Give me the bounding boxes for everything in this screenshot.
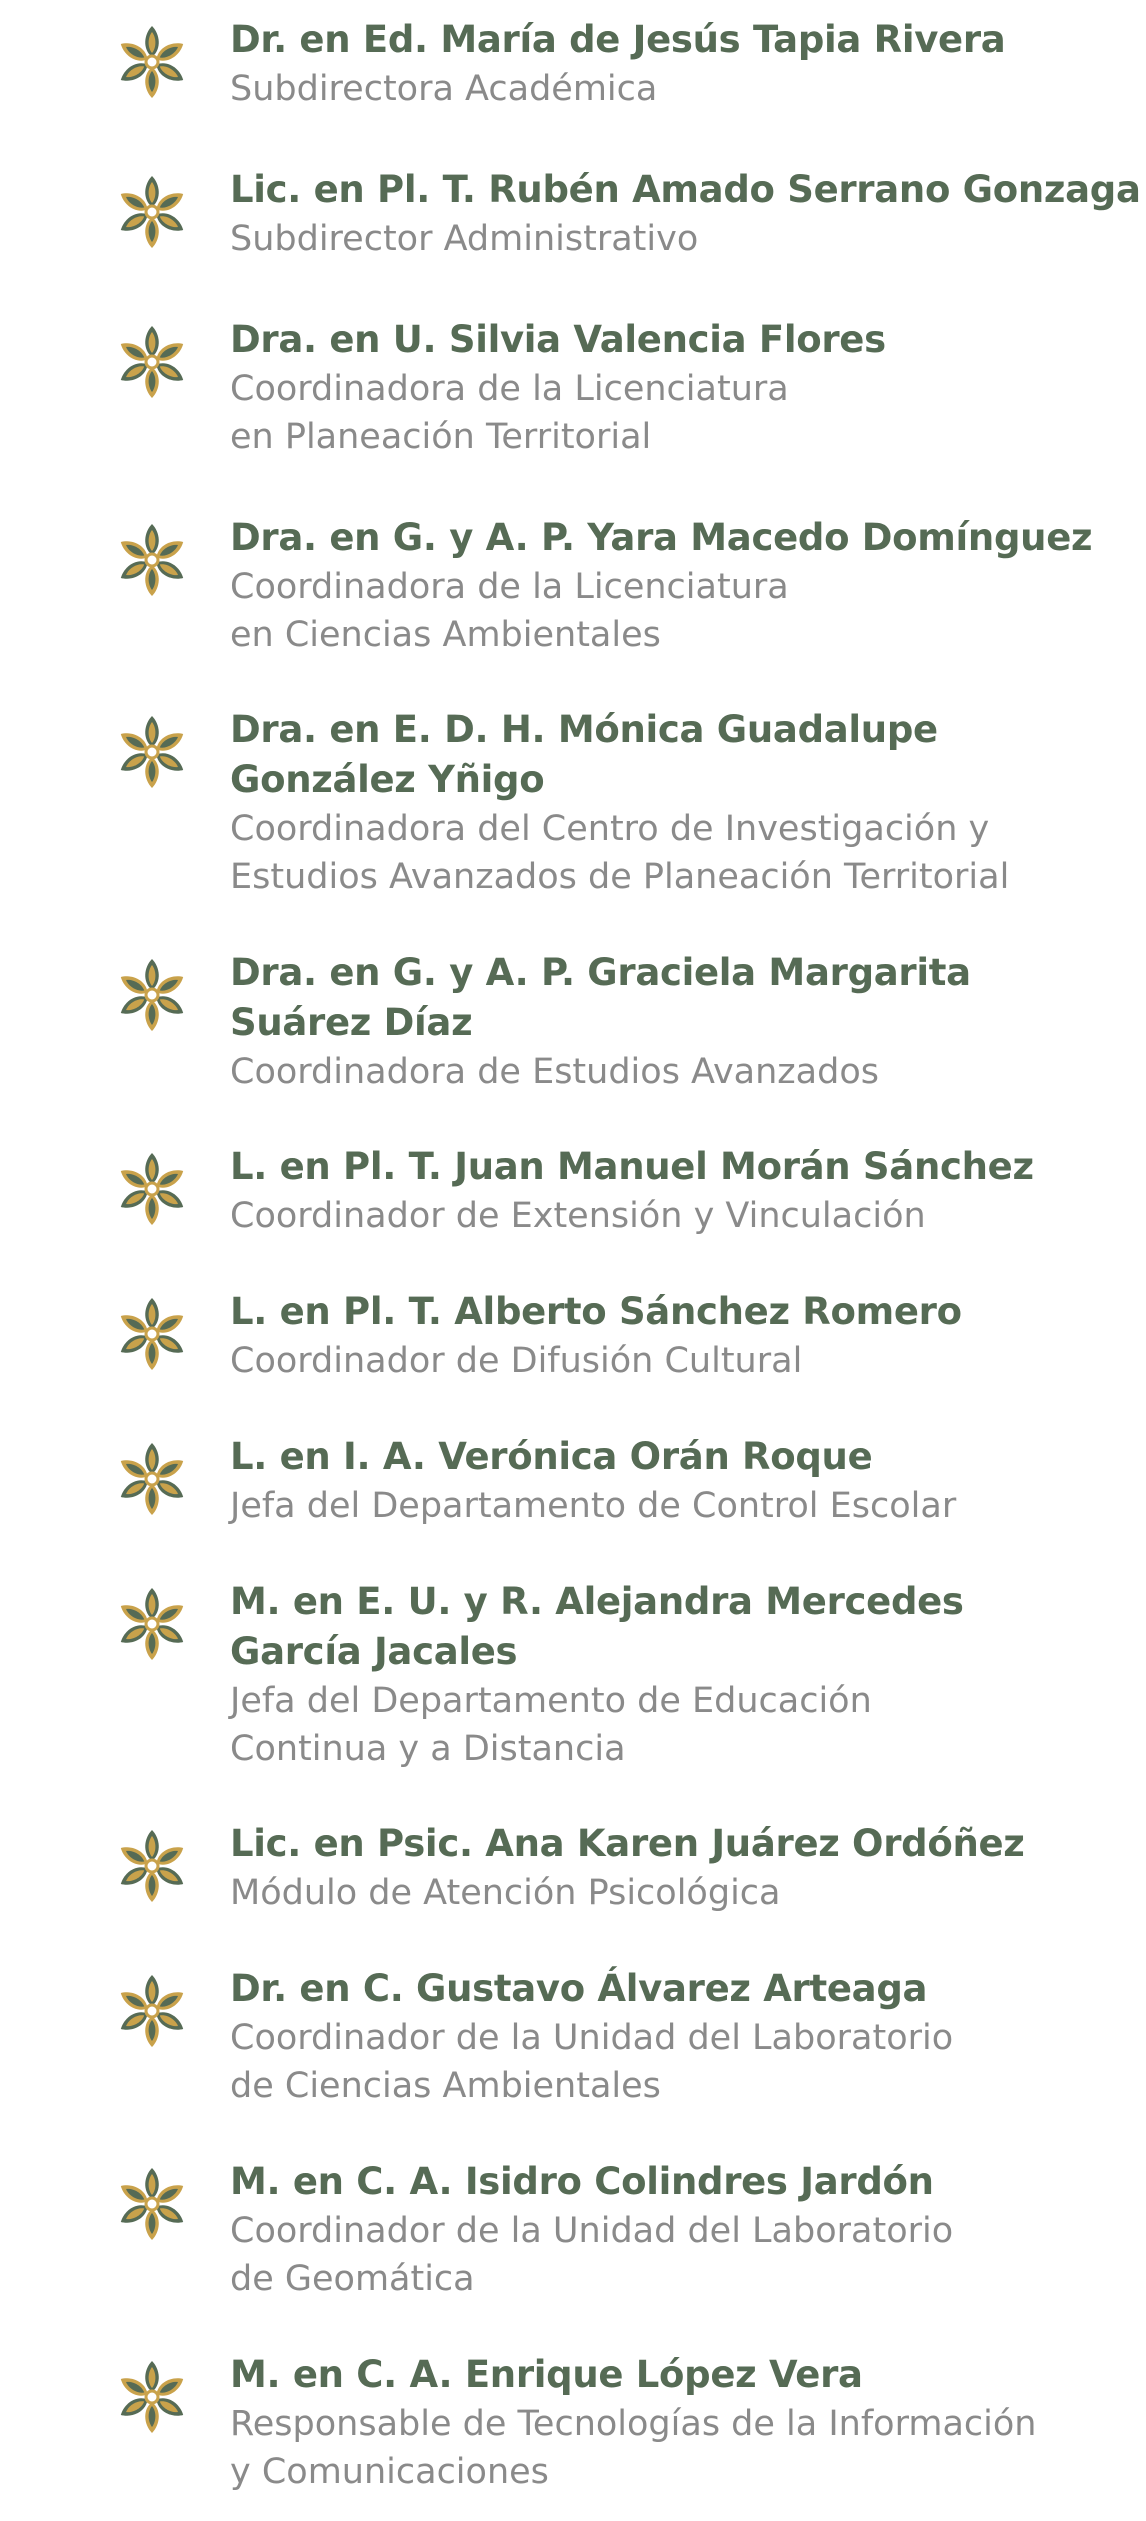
flower-icon <box>112 1584 192 1664</box>
flower-icon <box>112 322 192 402</box>
staff-text <box>230 165 1141 263</box>
staff-role: Subdirectora Académica <box>230 69 658 109</box>
flower-center <box>146 2005 158 2017</box>
staff-role: Coordinador de Extensión y Vinculación <box>230 1196 926 1236</box>
staff-name: L. en Pl. T. Juan Manuel Morán Sánchez <box>230 1145 1034 1188</box>
flower-center <box>146 2391 158 2403</box>
flower-icon <box>112 712 192 792</box>
staff-role: Coordinador de Difusión Cultural <box>230 1341 803 1381</box>
staff-role: Coordinadora del Centro de Investigación y <box>230 809 990 849</box>
staff-name: Suárez Díaz <box>230 1001 473 1044</box>
flower-icon-graphic <box>112 1826 192 1906</box>
flower-icon-graphic <box>112 1439 192 1519</box>
staff-text <box>230 1287 1120 1385</box>
flower-center <box>146 554 158 566</box>
flower-icon-graphic <box>112 1149 192 1229</box>
flower-icon-graphic <box>112 520 192 600</box>
flower-icon-graphic <box>112 2357 192 2437</box>
staff-text <box>230 2157 1120 2303</box>
staff-name: L. en Pl. T. Alberto Sánchez Romero <box>230 1290 962 1333</box>
staff-role: Coordinadora de la Licenciatura <box>230 369 789 409</box>
staff-name: Dra. en U. Silvia Valencia Flores <box>230 318 886 361</box>
staff-role: de Ciencias Ambientales <box>230 2066 661 2106</box>
staff-text <box>230 1432 1120 1530</box>
flower-icon <box>112 1826 192 1906</box>
staff-role: Módulo de Atención Psicológica <box>230 1873 781 1913</box>
staff-role: Estudios Avanzados de Planeación Territorial <box>230 857 1010 897</box>
flower-icon <box>112 1439 192 1519</box>
staff-name: Lic. en Pl. T. Rubén Amado Serrano Gonzaga <box>230 168 1141 211</box>
flower-icon <box>112 1971 192 2051</box>
flower-icon <box>112 520 192 600</box>
staff-role: y Comunicaciones <box>230 2452 549 2492</box>
staff-text <box>230 1819 1120 1917</box>
staff-role: Coordinadora de la Licenciatura <box>230 567 789 607</box>
staff-name: L. en I. A. Verónica Orán Roque <box>230 1435 873 1478</box>
staff-role: Coordinadora de Estudios Avanzados <box>230 1052 879 1092</box>
staff-name: Dr. en Ed. María de Jesús Tapia Rivera <box>230 18 1006 61</box>
staff-role: Subdirector Administrativo <box>230 219 699 259</box>
flower-center <box>146 356 158 368</box>
staff-name: M. en C. A. Enrique López Vera <box>230 2353 863 2396</box>
flower-icon <box>112 2164 192 2244</box>
flower-icon-graphic <box>112 172 192 252</box>
staff-name: M. en C. A. Isidro Colindres Jardón <box>230 2160 934 2203</box>
flower-icon <box>112 1294 192 1374</box>
staff-text <box>230 15 1120 113</box>
flower-icon-graphic <box>112 22 192 102</box>
staff-text <box>230 315 1120 461</box>
staff-role: en Planeación Territorial <box>230 417 652 457</box>
staff-role: Jefa del Departamento de Control Escolar <box>230 1486 957 1526</box>
staff-name: Dr. en C. Gustavo Álvarez Arteaga <box>230 1967 928 2010</box>
flower-center <box>146 1183 158 1195</box>
flower-center <box>146 206 158 218</box>
flower-icon-graphic <box>112 712 192 792</box>
flower-icon-graphic <box>112 955 192 1035</box>
flower-center <box>146 1328 158 1340</box>
staff-name: M. en E. U. y R. Alejandra Mercedes <box>230 1580 964 1623</box>
staff-role: de Geomática <box>230 2259 475 2299</box>
staff-role: Responsable de Tecnologías de la Información <box>230 2404 1037 2444</box>
flower-center <box>146 56 158 68</box>
flower-center <box>146 2198 158 2210</box>
flower-icon <box>112 2357 192 2437</box>
staff-role: Coordinador de la Unidad del Laboratorio <box>230 2211 954 2251</box>
staff-text <box>230 948 1120 1096</box>
flower-center <box>146 989 158 1001</box>
flower-center <box>146 1618 158 1630</box>
flower-center <box>146 1473 158 1485</box>
staff-role: Jefa del Departamento de Educación <box>230 1681 872 1721</box>
flower-icon-graphic <box>112 322 192 402</box>
flower-icon-graphic <box>112 1294 192 1374</box>
flower-icon <box>112 172 192 252</box>
staff-text <box>230 513 1120 659</box>
staff-name: González Yñigo <box>230 758 545 801</box>
staff-text <box>230 1142 1120 1240</box>
staff-text <box>230 1577 1120 1773</box>
staff-name: Dra. en G. y A. P. Graciela Margarita <box>230 951 971 994</box>
staff-role: Continua y a Distancia <box>230 1729 626 1769</box>
staff-text <box>230 705 1120 901</box>
flower-center <box>146 1860 158 1872</box>
flower-icon-graphic <box>112 1584 192 1664</box>
staff-name: García Jacales <box>230 1630 518 1673</box>
flower-center <box>146 746 158 758</box>
staff-name: Lic. en Psic. Ana Karen Juárez Ordóñez <box>230 1822 1025 1865</box>
flower-icon-graphic <box>112 1971 192 2051</box>
staff-name: Dra. en G. y A. P. Yara Macedo Domínguez <box>230 516 1093 559</box>
flower-icon <box>112 1149 192 1229</box>
staff-text <box>230 1964 1120 2110</box>
staff-text <box>230 2350 1120 2496</box>
staff-role: en Ciencias Ambientales <box>230 615 661 655</box>
flower-icon-graphic <box>112 2164 192 2244</box>
staff-name: Dra. en E. D. H. Mónica Guadalupe <box>230 708 938 751</box>
staff-role: Coordinador de la Unidad del Laboratorio <box>230 2018 954 2058</box>
flower-icon <box>112 22 192 102</box>
flower-icon <box>112 955 192 1035</box>
